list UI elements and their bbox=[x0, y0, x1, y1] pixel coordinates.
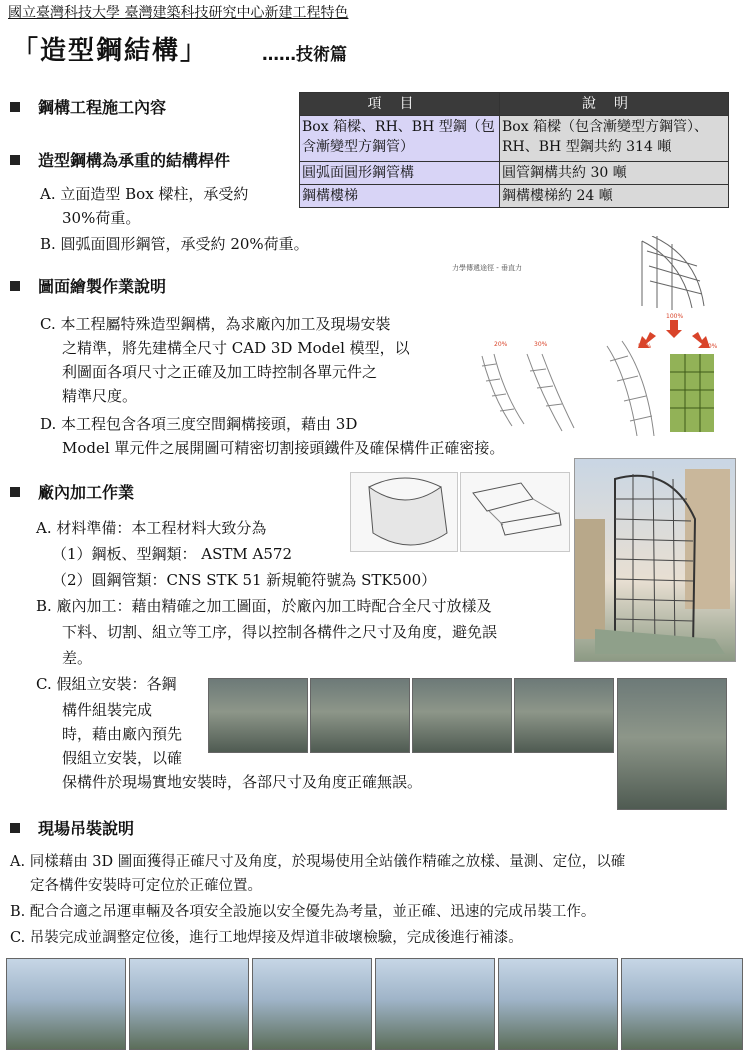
cad-unfold-sketch bbox=[460, 472, 570, 552]
factory-photo-3 bbox=[412, 678, 512, 753]
item-a-line: A. 材料準備：本工程材料大致分為 bbox=[36, 519, 267, 537]
table-header-row bbox=[300, 93, 729, 116]
pct-left1-label: 20% bbox=[494, 341, 508, 348]
table-cell-item: 圓弧面圓形鋼管構 bbox=[300, 162, 500, 185]
item-b-line: 差。 bbox=[62, 649, 93, 667]
table-row bbox=[300, 116, 729, 162]
curved-facade-model bbox=[642, 236, 704, 310]
item-c-line: C. 本工程屬特殊造型鋼構，為求廠內加工及現場安裝 bbox=[40, 315, 391, 333]
item-a-line2: 定各構件安裝時可定位於正確位置。 bbox=[30, 878, 262, 894]
unfold-drawing-svg bbox=[461, 473, 570, 552]
item-b-line: B. 廠內加工：藉由精確之加工圖面，於廠內加工時配合全尺寸放樣及 bbox=[36, 597, 492, 615]
item-a-line2: 30%荷重。 bbox=[62, 209, 141, 227]
factory-photo-2 bbox=[310, 678, 410, 753]
item-c-line: 之精準，將先建構全尺寸 CAD 3D Model 模型，以 bbox=[62, 339, 410, 357]
org-line: 國立臺灣科技大學 臺灣建築科技研究中心新建工程特色 bbox=[8, 5, 349, 21]
site-photo-1 bbox=[6, 958, 126, 1050]
square-bullet-icon bbox=[10, 823, 20, 833]
load-path-svg bbox=[442, 236, 732, 436]
structure-load-diagram bbox=[442, 236, 732, 436]
table-row bbox=[300, 185, 729, 208]
section-heading-text: 鋼構工程施工內容 bbox=[38, 98, 167, 117]
item-c-line: C. 吊裝完成並調整定位後，進行工地焊接及焊道非破壞檢驗，完成後進行補漆。 bbox=[10, 930, 523, 946]
center-frame-model bbox=[607, 341, 654, 436]
table-cell-desc: 圓管鋼構共約 30 噸 bbox=[500, 162, 729, 185]
square-bullet-icon bbox=[10, 155, 20, 165]
item-c-line: C. 假組立安裝：各鋼 bbox=[36, 675, 177, 693]
factory-photo-5 bbox=[617, 678, 727, 810]
factory-photo-1 bbox=[208, 678, 308, 753]
table-cell-item: Box 箱樑、RH、BH 型鋼（包含漸變型方鋼管） bbox=[300, 116, 500, 162]
diagram-caption: 力學傳遞途徑 - 垂直力 bbox=[452, 264, 522, 272]
table-row bbox=[300, 162, 729, 185]
arched-ribs bbox=[482, 354, 574, 431]
section-heading-text: 造型鋼構為承重的結構桿件 bbox=[38, 151, 231, 170]
section-heading-2 bbox=[10, 148, 230, 171]
site-photo-5 bbox=[498, 958, 618, 1050]
item-b-line: B. 配合合適之吊運車輛及各項安全設施以安全優先為考量，並正確、迅速的完成吊裝工作。 bbox=[10, 904, 596, 920]
cad-tube-sketch bbox=[350, 472, 458, 552]
item-c-last-line: 保構件於現場實地安裝時，各部尺寸及角度正確無誤。 bbox=[62, 773, 423, 791]
spec-table bbox=[299, 92, 729, 208]
table-cell-desc: Box 箱樑（包含漸變型方鋼管）、RH、BH 型鋼共約 314 噸 bbox=[500, 116, 729, 162]
item-c-line: 利圖面各項尺寸之正確及加工時控制各單元件之 bbox=[62, 363, 378, 381]
table-header-item: 項目 bbox=[300, 93, 500, 116]
site-photo-6 bbox=[621, 958, 743, 1050]
material-item-1: （1）鋼板、型鋼類： ASTM A572 bbox=[52, 545, 293, 563]
table-cell-item: 鋼構樓梯 bbox=[300, 185, 500, 208]
item-b-line: 下料、切割、組立等工序，得以控制各構件之尺寸及角度，避免誤 bbox=[62, 623, 498, 641]
item-c-line: 精準尺度。 bbox=[62, 387, 138, 405]
page-title: 「造型鋼結構」 bbox=[12, 36, 209, 66]
item-c-line: 時，藉由廠內預先 bbox=[62, 725, 183, 743]
section-heading-text: 現場吊裝說明 bbox=[38, 819, 135, 838]
item-a-line1: A. 立面造型 Box 樑柱，承受約 bbox=[40, 185, 249, 203]
pct-top-label: 100% bbox=[666, 313, 684, 320]
section-heading-1 bbox=[10, 95, 166, 118]
item-d-line2: Model 單元件之展開圖可精密切割接頭鐵件及確保構件正確密接。 bbox=[62, 439, 505, 457]
factory-photo-4 bbox=[514, 678, 614, 753]
square-bullet-icon bbox=[10, 487, 20, 497]
pct-right1-label: 50% bbox=[638, 343, 652, 350]
table-header-desc: 說明 bbox=[500, 93, 729, 116]
item-d-line1: D. 本工程包含各項三度空間鋼構接頭，藉由 3D bbox=[40, 415, 358, 433]
material-item-2: （2）圓鋼管類：CNS STK 51 新規範符號為 STK500） bbox=[52, 571, 437, 589]
section-heading-5 bbox=[10, 816, 134, 839]
section-heading-text: 圖面繪製作業說明 bbox=[38, 277, 167, 296]
site-photo-2 bbox=[129, 958, 249, 1050]
square-bullet-icon bbox=[10, 102, 20, 112]
green-frame-block bbox=[670, 354, 714, 432]
section-heading-3 bbox=[10, 274, 166, 297]
item-b-line: B. 圓弧面圓形鋼管，承受約 20%荷重。 bbox=[40, 235, 309, 253]
item-c-line: 構件組裝完成 bbox=[62, 701, 153, 719]
building-render-svg bbox=[575, 459, 736, 662]
steel-building-render bbox=[574, 458, 736, 662]
site-photo-3 bbox=[252, 958, 372, 1050]
pct-left2-label: 30% bbox=[534, 341, 548, 348]
section-heading-text: 廠內加工作業 bbox=[38, 483, 135, 502]
item-a-line1: A. 同樣藉由 3D 圖面獲得正確尺寸及角度，於現場使用全站儀作精確之放樣、量測、定位，以確 bbox=[10, 854, 626, 870]
site-photo-4 bbox=[375, 958, 495, 1050]
table-cell-desc: 鋼構樓梯約 24 噸 bbox=[500, 185, 729, 208]
square-bullet-icon bbox=[10, 281, 20, 291]
item-c-line: 假組立安裝，以確 bbox=[62, 749, 183, 767]
pct-right2-label: 50% bbox=[704, 343, 718, 350]
section-heading-4 bbox=[10, 480, 134, 503]
page-subtitle: ……技術篇 bbox=[262, 45, 347, 65]
tube-drawing-svg bbox=[351, 473, 458, 552]
